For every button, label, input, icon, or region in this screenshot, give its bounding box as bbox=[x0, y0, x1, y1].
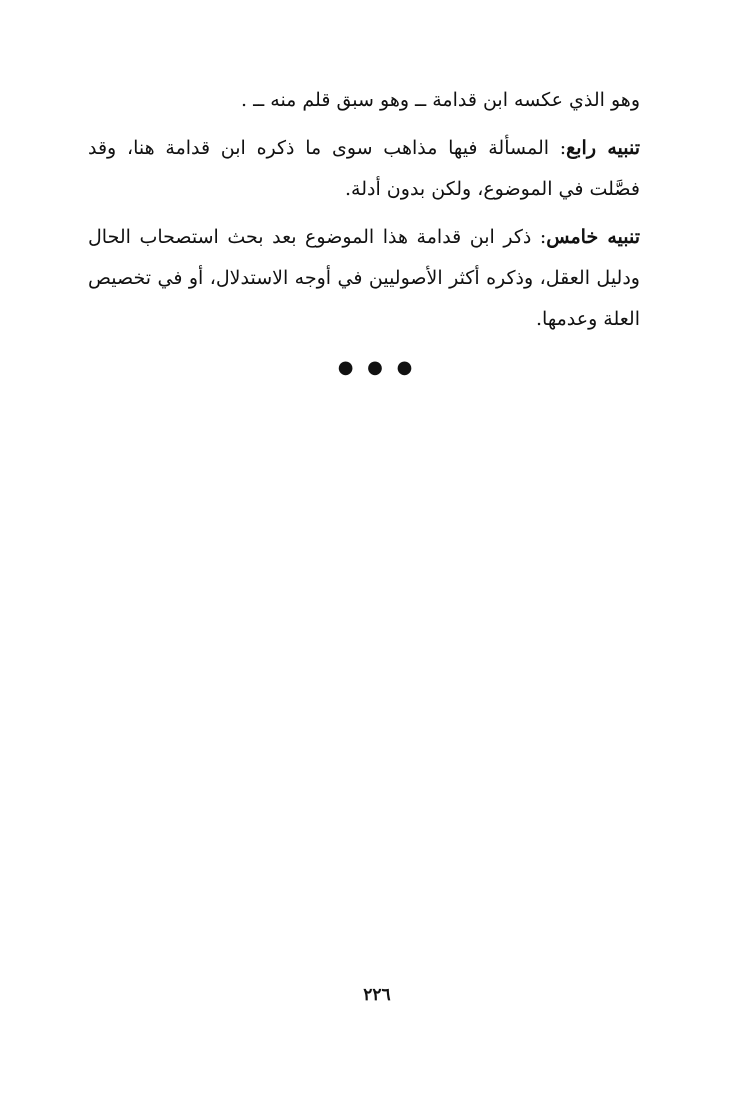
page-number: ٢٢٦ bbox=[363, 985, 391, 1005]
paragraph-1 bbox=[88, 80, 640, 121]
paragraph-2 bbox=[88, 128, 640, 210]
paragraph-3 bbox=[88, 217, 640, 340]
body-text bbox=[88, 80, 640, 340]
paragraph-3-text: : ذكر ابن قدامة هذا الموضوع بعد بحث استصحاب الحال ودليل العقل، وذكره أكثر الأصوليين في أوجه الاستدلال، أو في تخصيص العلة وعدمها. bbox=[88, 226, 640, 330]
paragraph-2-text: : المسألة فيها مذاهب سوى ما ذكره ابن قدامة هنا، وقد فصَّلت في الموضوع، ولكن بدون أدلة. bbox=[88, 137, 640, 200]
paragraph-3-lead: تنبيه خامس bbox=[546, 226, 641, 248]
paragraph-1-text: وهو الذي عكسه ابن قدامة ــ وهو سبق قلم منه ــ . bbox=[241, 89, 640, 111]
section-separator: ● ● ● bbox=[337, 357, 417, 378]
paragraph-2-lead: تنبيه رابع bbox=[566, 137, 640, 159]
